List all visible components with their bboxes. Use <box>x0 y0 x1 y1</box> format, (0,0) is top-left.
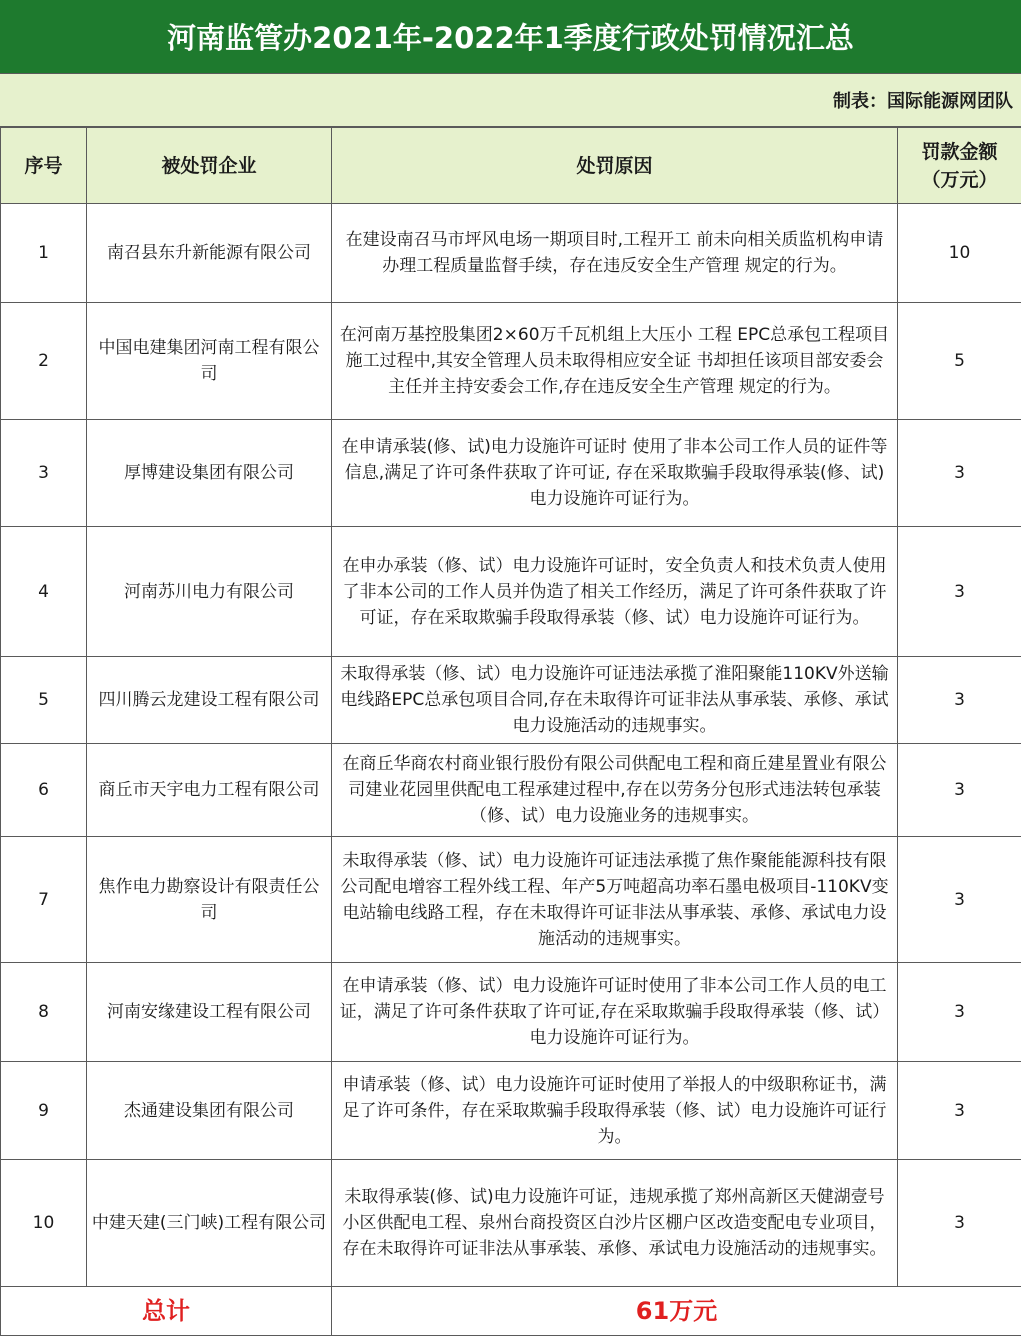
table-row <box>1 1062 1021 1160</box>
row-company: 商丘市天宇电力工程有限公司 <box>87 744 332 837</box>
row-index: 8 <box>1 963 87 1062</box>
header-index: 序号 <box>1 128 87 204</box>
row-amount: 3 <box>898 657 1021 744</box>
row-index: 7 <box>1 837 87 963</box>
row-company: 河南安缘建设工程有限公司 <box>87 963 332 1062</box>
row-reason: 在申办承装（修、试）电力设施许可证时，安全负责人和技术负责人使用了非本公司的工作人员并伪造了相关工作经历，满足了许可条件获取了许可证，存在采取欺骗手段取得承装（修、试）电力设施许可证行为。 <box>332 527 898 657</box>
row-amount: 3 <box>898 420 1021 527</box>
total-value: 61万元 <box>332 1287 1021 1336</box>
table-row <box>1 1160 1021 1287</box>
row-reason: 在申请承装（修、试）电力设施许可证时使用了非本公司工作人员的电工证，满足了许可条件获取了许可证,存在采取欺骗手段取得承装（修、试）电力设施许可证行为。 <box>332 963 898 1062</box>
table-row <box>1 657 1021 744</box>
table-row <box>1 204 1021 303</box>
row-company: 中建天建(三门峡)工程有限公司 <box>87 1160 332 1287</box>
row-amount: 3 <box>898 1160 1021 1287</box>
header-reason: 处罚原因 <box>332 128 898 204</box>
table-row <box>1 420 1021 527</box>
total-row <box>1 1287 1021 1336</box>
row-index: 3 <box>1 420 87 527</box>
table-row <box>1 963 1021 1062</box>
total-label: 总计 <box>1 1287 332 1336</box>
row-amount: 3 <box>898 963 1021 1062</box>
header-row <box>1 128 1021 204</box>
table-row <box>1 744 1021 837</box>
row-reason: 在申请承装(修、试)电力设施许可证时 使用了非本公司工作人员的证件等信息,满足了许可条件获取了许可证, 存在采取欺骗手段取得承装(修、试)电力设施许可证行为。 <box>332 420 898 527</box>
row-company: 焦作电力勘察设计有限责任公司 <box>87 837 332 963</box>
row-amount: 3 <box>898 744 1021 837</box>
sheet-title: 河南监管办2021年-2022年1季度行政处罚情况汇总 <box>0 0 1021 74</box>
row-index: 10 <box>1 1160 87 1287</box>
row-company: 中国电建集团河南工程有限公司 <box>87 303 332 420</box>
row-index: 5 <box>1 657 87 744</box>
header-amount <box>898 128 1021 204</box>
row-reason: 在商丘华商农村商业银行股份有限公司供配电工程和商丘建星置业有限公司建业花园里供配电工程承建过程中,存在以劳务分包形式违法转包承装（修、试）电力设施业务的违规事实。 <box>332 744 898 837</box>
row-index: 9 <box>1 1062 87 1160</box>
row-index: 2 <box>1 303 87 420</box>
row-reason: 在建设南召马市坪风电场一期项目时,工程开工 前未向相关质监机构申请办理工程质量监督手续，存在违反安全生产管理 规定的行为。 <box>332 204 898 303</box>
row-reason: 申请承装（修、试）电力设施许可证时使用了举报人的中级职称证书，满足了许可条件，存在采取欺骗手段取得承装（修、试）电力设施许可证行为。 <box>332 1062 898 1160</box>
table-row <box>1 303 1021 420</box>
table-row <box>1 527 1021 657</box>
row-index: 6 <box>1 744 87 837</box>
header-amount-line2: （万元） <box>921 168 998 191</box>
header-company: 被处罚企业 <box>87 128 332 204</box>
row-index: 1 <box>1 204 87 303</box>
row-index: 4 <box>1 527 87 657</box>
penalty-table <box>0 127 1021 1336</box>
row-company: 杰通建设集团有限公司 <box>87 1062 332 1160</box>
row-company: 河南苏川电力有限公司 <box>87 527 332 657</box>
row-reason: 未取得承装（修、试）电力设施许可证违法承揽了淮阳聚能110KV外送输电线路EPC总承包项目合同,存在未取得许可证非法从事承装、承修、承试电力设施活动的违规事实。 <box>332 657 898 744</box>
row-amount: 3 <box>898 527 1021 657</box>
header-amount-line1: 罚款金额 <box>921 140 998 163</box>
row-company: 四川腾云龙建设工程有限公司 <box>87 657 332 744</box>
row-amount: 3 <box>898 837 1021 963</box>
row-company: 南召县东升新能源有限公司 <box>87 204 332 303</box>
row-amount: 5 <box>898 303 1021 420</box>
maker-credit: 制表：国际能源网团队 <box>0 74 1021 127</box>
row-company: 厚博建设集团有限公司 <box>87 420 332 527</box>
row-reason: 未取得承装（修、试）电力设施许可证违法承揽了焦作聚能能源科技有限公司配电增容工程外线工程、年产5万吨超高功率石墨电极项目-110KV变电站输电线路工程，存在未取得许可证非法从事承装、承修、承试电力设施活动的违规事实。 <box>332 837 898 963</box>
row-amount: 10 <box>898 204 1021 303</box>
row-reason: 在河南万基控股集团2×60万千瓦机组上大压小 工程 EPC总承包工程项目施工过程中,其安全管理人员未取得相应安全证 书却担任该项目部安委会主任并主持安委会工作,存在违反安全生产管理 规定的行为。 <box>332 303 898 420</box>
table-row <box>1 837 1021 963</box>
row-reason: 未取得承装(修、试)电力设施许可证，违规承揽了郑州高新区天健湖壹号小区供配电工程、泉州台商投资区白沙片区棚户区改造变配电专业项目，存在未取得许可证非法从事承装、承修、承试电力设施活动的违规事实。 <box>332 1160 898 1287</box>
row-amount: 3 <box>898 1062 1021 1160</box>
